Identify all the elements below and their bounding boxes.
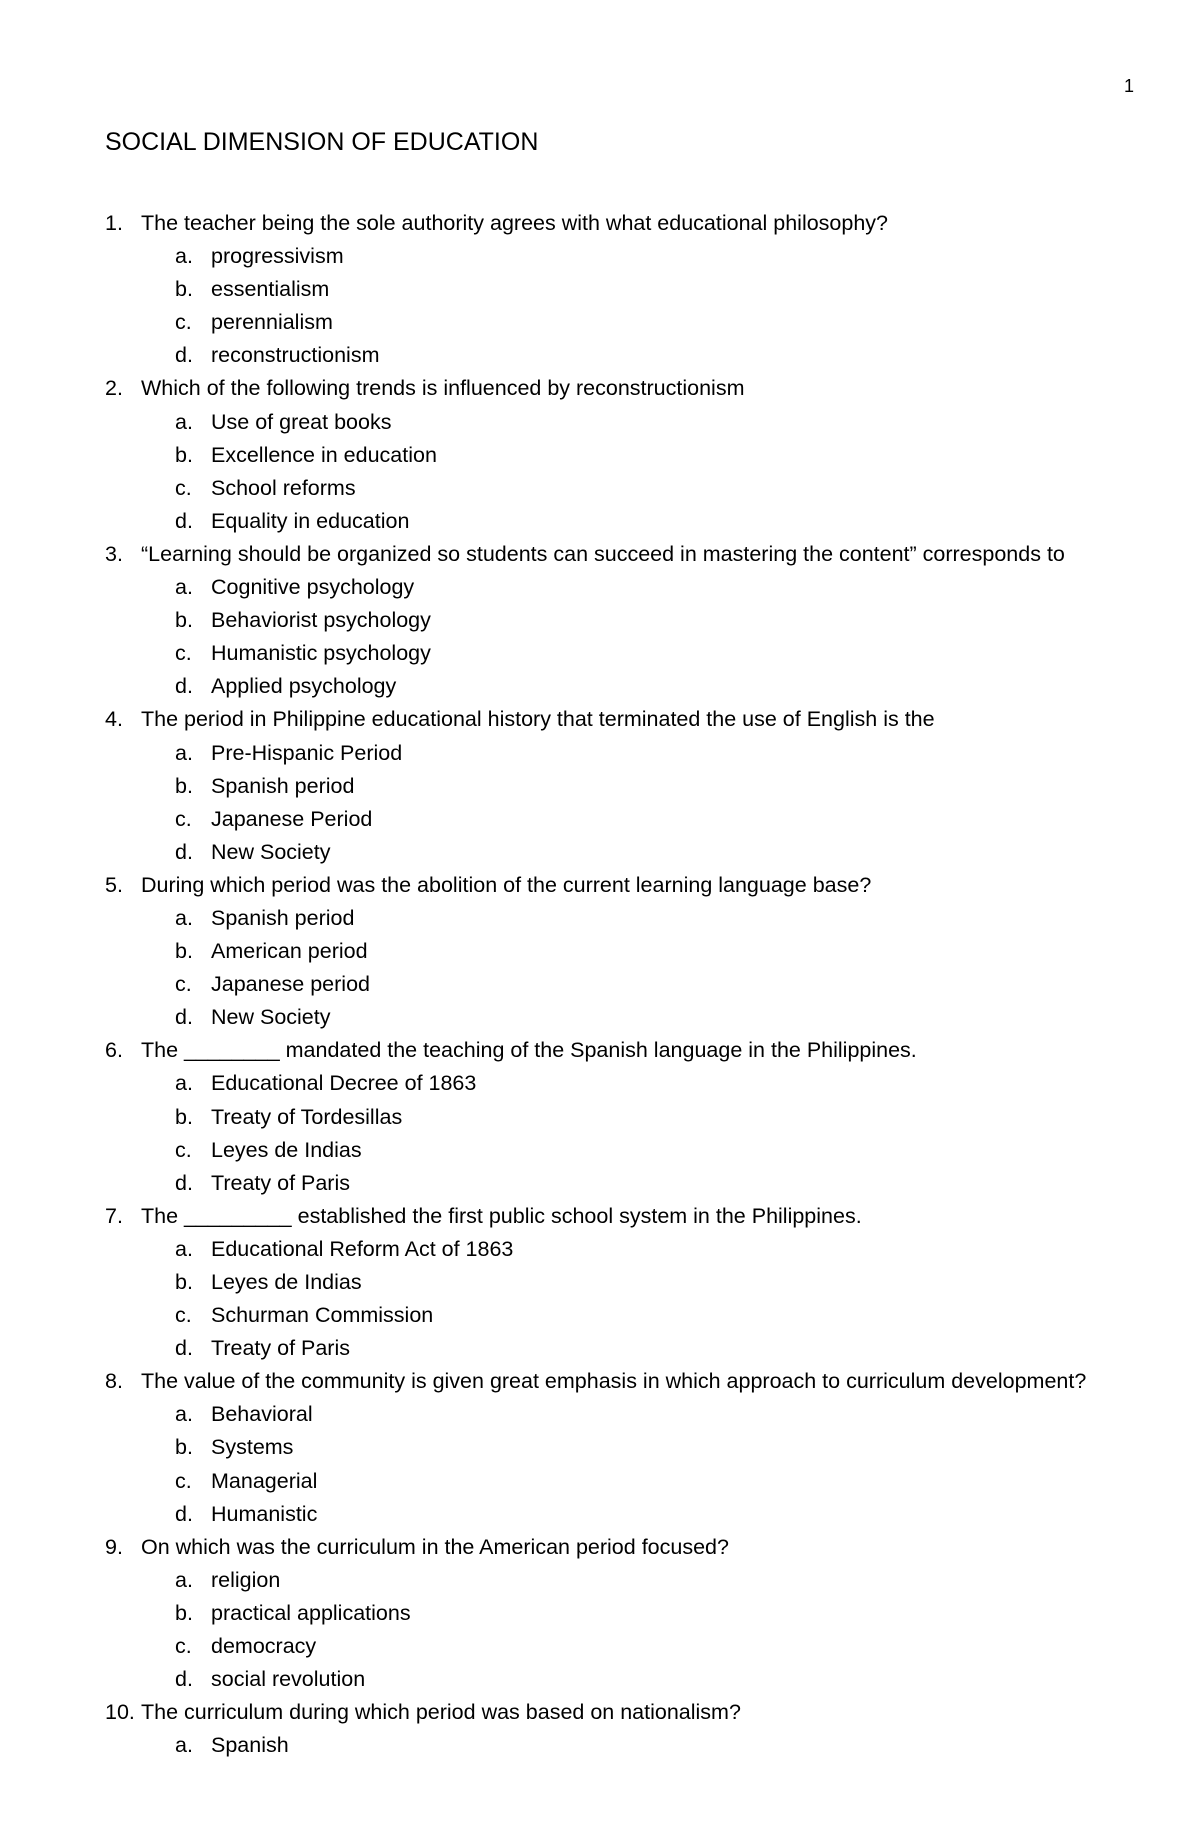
question-item (105, 1696, 1145, 1762)
question-text: “Learning should be organized so students can succeed in mastering the content” corresponds to (141, 541, 1065, 566)
option-text: Japanese Period (211, 806, 373, 831)
option-letter: c. (175, 475, 192, 500)
answer-option (105, 670, 1145, 703)
question-number: 8. (105, 1369, 123, 1394)
answer-option (105, 439, 1145, 472)
option-text: Excellence in education (211, 442, 437, 467)
question-stem (105, 1365, 1145, 1398)
question-stem (105, 869, 1145, 902)
page-number: 1 (1123, 76, 1134, 96)
question-stem (105, 703, 1145, 736)
option-text: Equality in education (211, 508, 410, 533)
question-text: During which period was the abolition of the current learning language base? (141, 872, 872, 897)
option-letter: b. (175, 1270, 193, 1294)
answer-option (105, 571, 1145, 604)
answer-option (105, 968, 1145, 1001)
option-letter: a. (175, 1402, 193, 1427)
answer-option (105, 1465, 1145, 1498)
answer-option (105, 1233, 1145, 1266)
answer-options (105, 1564, 1145, 1696)
question-stem (105, 1034, 1145, 1067)
option-text: Managerial (211, 1468, 318, 1493)
option-letter: d. (175, 1336, 193, 1361)
answer-options (105, 1398, 1145, 1530)
answer-option (105, 1498, 1145, 1531)
option-text: Behaviorist psychology (211, 608, 431, 633)
question-item (105, 538, 1145, 703)
option-letter: b. (175, 277, 193, 302)
question-item (105, 372, 1145, 537)
answer-option (105, 240, 1145, 273)
question-item (105, 869, 1145, 1034)
option-letter: c. (175, 972, 192, 997)
option-letter: c. (175, 641, 192, 666)
question-stem (105, 1200, 1145, 1233)
answer-option (105, 1167, 1145, 1200)
question-number: 7. (105, 1203, 123, 1228)
question-list (105, 207, 1145, 1762)
option-letter: a. (175, 905, 193, 930)
answer-option (105, 1332, 1145, 1365)
answer-option (105, 1564, 1145, 1597)
question-text: The period in Philippine educational history that terminated the use of English is the (141, 707, 935, 732)
option-text: Treaty of Paris (211, 1336, 350, 1361)
answer-option (105, 1266, 1145, 1299)
option-text: American period (211, 939, 368, 964)
question-stem (105, 1531, 1145, 1564)
answer-options (105, 571, 1145, 703)
answer-options (105, 737, 1145, 869)
option-text: Pre-Hispanic Period (211, 740, 403, 765)
question-text: The curriculum during which period was based on nationalism? (141, 1700, 741, 1725)
question-number: 5. (105, 872, 123, 897)
option-letter: c. (175, 1468, 192, 1493)
option-letter: c. (175, 1137, 192, 1162)
answer-option (105, 273, 1145, 306)
answer-option (105, 306, 1145, 339)
option-letter: d. (175, 839, 193, 864)
answer-option (105, 1398, 1145, 1431)
answer-option (105, 803, 1145, 836)
option-letter: d. (175, 343, 193, 368)
option-letter: d. (175, 1501, 193, 1526)
question-number: 1. (105, 211, 123, 235)
option-text: School reforms (211, 475, 356, 500)
question-text: On which was the curriculum in the American period focused? (141, 1534, 729, 1559)
option-letter: c. (175, 310, 192, 335)
option-letter: b. (175, 442, 193, 467)
option-text: progressivism (211, 244, 344, 269)
option-letter: b. (175, 939, 193, 964)
question-text: The teacher being the sole authority agrees with what educational philosophy? (141, 211, 889, 235)
answer-option (105, 1630, 1145, 1663)
option-text: Schurman Commission (211, 1303, 434, 1328)
option-text: Spanish period (211, 905, 355, 930)
answer-option (105, 406, 1145, 439)
option-text: Cognitive psychology (211, 575, 415, 600)
option-letter: c. (175, 806, 192, 831)
option-text: Behavioral (211, 1402, 313, 1427)
option-letter: d. (175, 1005, 193, 1030)
answer-options (105, 1067, 1145, 1199)
question-number: 10. (105, 1700, 135, 1725)
option-text: New Society (211, 1005, 331, 1030)
question-stem (105, 207, 1145, 240)
question-text: The _________ established the first public school system in the Philippines. (141, 1203, 862, 1228)
option-letter: d. (175, 1170, 193, 1195)
question-text: The ________ mandated the teaching of the Spanish language in the Philippines. (141, 1038, 917, 1063)
answer-option (105, 472, 1145, 505)
question-number: 9. (105, 1534, 123, 1559)
option-text: Humanistic psychology (211, 641, 431, 666)
answer-options (105, 240, 1145, 372)
answer-options (105, 902, 1145, 1034)
option-letter: a. (175, 575, 193, 600)
answer-option (105, 935, 1145, 968)
question-number: 4. (105, 707, 123, 732)
question-item (105, 1034, 1145, 1199)
answer-options (105, 1729, 1145, 1762)
answer-option (105, 604, 1145, 637)
option-text: essentialism (211, 277, 330, 302)
answer-option (105, 1001, 1145, 1034)
option-letter: d. (175, 1667, 193, 1692)
option-text: Treaty of Paris (211, 1170, 350, 1195)
option-text: Spanish period (211, 773, 355, 798)
answer-option (105, 1134, 1145, 1167)
answer-option (105, 902, 1145, 935)
answer-option (105, 637, 1145, 670)
question-item (105, 1365, 1145, 1530)
question-stem (105, 372, 1145, 405)
question-stem (105, 1696, 1145, 1729)
question-number: 2. (105, 376, 123, 401)
question-number: 3. (105, 541, 123, 566)
option-letter: b. (175, 608, 193, 633)
option-text: Systems (211, 1435, 294, 1460)
option-letter: a. (175, 244, 193, 269)
answer-options (105, 1233, 1145, 1365)
option-letter: a. (175, 1733, 193, 1758)
question-item (105, 1200, 1145, 1365)
answer-options (105, 406, 1145, 538)
option-text: New Society (211, 839, 331, 864)
option-text: Treaty of Tordesillas (211, 1104, 403, 1129)
option-text: democracy (211, 1634, 317, 1659)
answer-option (105, 1663, 1145, 1696)
answer-option (105, 1101, 1145, 1134)
option-letter: c. (175, 1303, 192, 1328)
answer-option (105, 339, 1145, 372)
answer-option (105, 505, 1145, 538)
question-item (105, 703, 1145, 868)
option-letter: a. (175, 740, 193, 765)
option-text: Japanese period (211, 972, 370, 997)
answer-option (105, 1299, 1145, 1332)
option-letter: d. (175, 508, 193, 533)
answer-option (105, 737, 1145, 770)
option-letter: a. (175, 1236, 193, 1261)
option-letter: a. (175, 1071, 193, 1096)
option-text: religion (211, 1567, 281, 1592)
question-stem (105, 538, 1145, 571)
question-item (105, 1531, 1145, 1696)
option-text: Educational Decree of 1863 (211, 1071, 477, 1096)
answer-option (105, 770, 1145, 803)
answer-option (105, 1597, 1145, 1630)
option-text: social revolution (211, 1667, 366, 1692)
document-title: SOCIAL DIMENSION OF EDUCATION (105, 128, 539, 156)
option-letter: a. (175, 1567, 193, 1592)
question-text: The value of the community is given great emphasis in which approach to curriculum development? (141, 1369, 1087, 1394)
option-letter: c. (175, 1634, 192, 1659)
option-text: Leyes de Indias (211, 1270, 362, 1294)
option-text: Use of great books (211, 409, 392, 434)
option-text: Leyes de Indias (211, 1137, 362, 1162)
option-letter: b. (175, 1600, 193, 1625)
option-letter: d. (175, 674, 193, 699)
option-text: Spanish (211, 1733, 289, 1758)
answer-option (105, 1729, 1145, 1762)
option-text: perennialism (211, 310, 333, 335)
option-text: Humanistic (211, 1501, 318, 1526)
answer-option (105, 1431, 1145, 1464)
question-text: Which of the following trends is influenced by reconstructionism (141, 376, 745, 401)
option-letter: b. (175, 773, 193, 798)
option-letter: b. (175, 1435, 193, 1460)
question-number: 6. (105, 1038, 123, 1063)
option-text: reconstructionism (211, 343, 380, 368)
question-item (105, 207, 1145, 372)
option-text: Applied psychology (211, 674, 397, 699)
option-letter: b. (175, 1104, 193, 1129)
option-text: practical applications (211, 1600, 411, 1625)
answer-option (105, 1067, 1145, 1100)
option-letter: a. (175, 409, 193, 434)
option-text: Educational Reform Act of 1863 (211, 1236, 514, 1261)
answer-option (105, 836, 1145, 869)
